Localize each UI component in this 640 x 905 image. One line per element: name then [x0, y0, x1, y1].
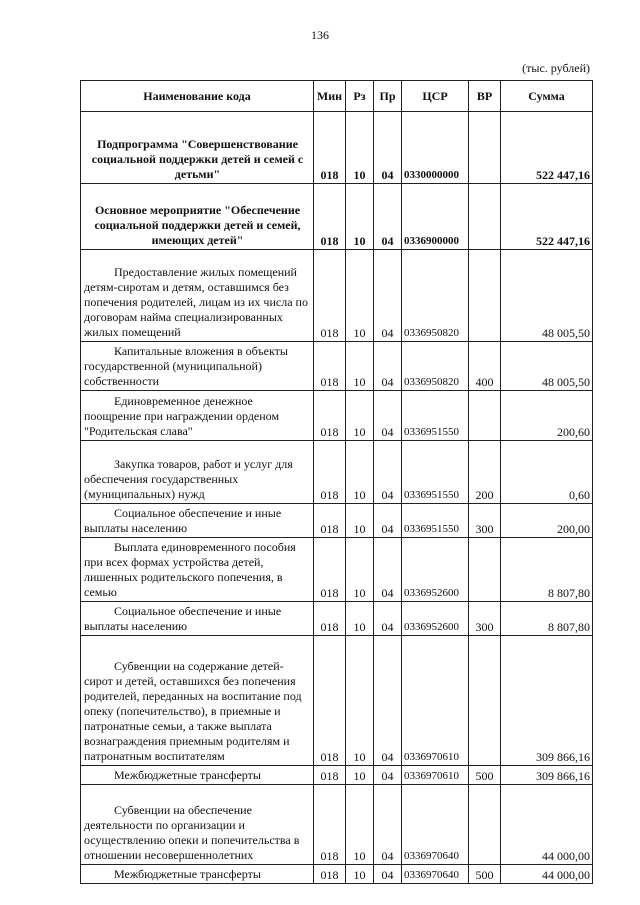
- row-sum: 522 447,16: [501, 112, 593, 184]
- header-name: Наименование кода: [81, 81, 314, 112]
- table-row: [81, 766, 593, 785]
- row-vr: [469, 184, 501, 250]
- row-name-text: Субвенции на обеспечение деятельности по организации и осуществлению опеки и попечительства в отношении несовершеннолетних: [84, 803, 300, 862]
- row-rz: 10: [346, 184, 374, 250]
- row-vr: [469, 112, 501, 184]
- row-name-text: Межбюджетные трансферты: [114, 768, 261, 782]
- row-sum: 309 866,16: [501, 766, 593, 785]
- table-row: [81, 441, 593, 504]
- row-name: [81, 636, 314, 766]
- row-rz: 10: [346, 602, 374, 636]
- row-sum: 309 866,16: [501, 636, 593, 766]
- table-row: [81, 602, 593, 636]
- row-csr: 0336950820: [402, 342, 469, 391]
- row-rz: 10: [346, 785, 374, 865]
- table-row: [81, 785, 593, 865]
- row-sum: 8 807,80: [501, 538, 593, 602]
- row-csr: 0336900000: [402, 184, 469, 250]
- row-pr: 04: [374, 538, 402, 602]
- table-row: [81, 636, 593, 766]
- row-sum: 44 000,00: [501, 785, 593, 865]
- row-min: 018: [314, 785, 346, 865]
- row-vr: [469, 636, 501, 766]
- row-name: [81, 342, 314, 391]
- row-rz: 10: [346, 441, 374, 504]
- units-label: (тыс. рублей): [522, 61, 590, 75]
- row-rz: 10: [346, 538, 374, 602]
- row-name-text: Выплата единовременного пособия при всех формах устройства детей, лишенных родительского попечения, в семью: [84, 540, 296, 599]
- row-sum: 44 000,00: [501, 865, 593, 884]
- row-min: 018: [314, 342, 346, 391]
- row-pr: 04: [374, 441, 402, 504]
- row-vr: 400: [469, 342, 501, 391]
- row-csr: 0330000000: [402, 112, 469, 184]
- row-name: [81, 250, 314, 342]
- row-pr: 04: [374, 184, 402, 250]
- row-csr: 0336950820: [402, 250, 469, 342]
- table-row: [81, 250, 593, 342]
- row-vr: [469, 391, 501, 441]
- table-row: [81, 184, 593, 250]
- row-name-text: Межбюджетные трансферты: [114, 867, 261, 881]
- page-number: 136: [311, 28, 329, 42]
- row-min: 018: [314, 504, 346, 538]
- row-name-text: Единовременное денежное поощрение при награждении орденом "Родительская слава": [84, 394, 280, 438]
- row-name-text: Закупка товаров, работ и услуг для обеспечения государственных (муниципальных) нужд: [84, 457, 293, 501]
- row-name: [81, 538, 314, 602]
- row-pr: 04: [374, 391, 402, 441]
- row-min: 018: [314, 636, 346, 766]
- table-row: [81, 504, 593, 538]
- row-sum: 48 005,50: [501, 250, 593, 342]
- row-csr: 0336970640: [402, 865, 469, 884]
- row-pr: 04: [374, 865, 402, 884]
- row-pr: 04: [374, 766, 402, 785]
- row-sum: 522 447,16: [501, 184, 593, 250]
- row-pr: 04: [374, 504, 402, 538]
- row-rz: 10: [346, 636, 374, 766]
- table-row: [81, 342, 593, 391]
- row-rz: 10: [346, 504, 374, 538]
- row-min: 018: [314, 441, 346, 504]
- header-vr: ВР: [469, 81, 501, 112]
- header-csr: ЦСР: [402, 81, 469, 112]
- table-row: [81, 865, 593, 884]
- row-csr: 0336970640: [402, 785, 469, 865]
- row-name: [81, 441, 314, 504]
- row-vr: 200: [469, 441, 501, 504]
- row-min: 018: [314, 766, 346, 785]
- header-rz: Рз: [346, 81, 374, 112]
- row-pr: 04: [374, 250, 402, 342]
- row-rz: 10: [346, 391, 374, 441]
- row-name: [81, 391, 314, 441]
- row-name-text: Предоставление жилых помещений детям-сиротам и детям, оставшимся без попечения родителей, лицам из их числа по договорам найма специализированных жилых помещений: [84, 265, 308, 339]
- table-header-row: [81, 81, 593, 112]
- row-pr: 04: [374, 636, 402, 766]
- row-pr: 04: [374, 342, 402, 391]
- row-rz: 10: [346, 250, 374, 342]
- row-name: Подпрограмма "Совершенствование социальной поддержки детей и семей с детьми": [81, 112, 314, 184]
- row-name-text: Субвенции на содержание детей-сирот и детей, оставшихся без попечения родителей, переданных на воспитание под опеку (попечительство), в приемные и патронатные семьи, а также выплата вознаграждения приемным родителям и патронатным воспитателям: [84, 659, 302, 763]
- row-vr: [469, 538, 501, 602]
- row-name: [81, 504, 314, 538]
- row-name-text: Капитальные вложения в объекты государственной (муниципальной) собственности: [84, 344, 288, 388]
- row-vr: 300: [469, 504, 501, 538]
- row-csr: 0336951550: [402, 391, 469, 441]
- row-rz: 10: [346, 112, 374, 184]
- row-csr: 0336952600: [402, 538, 469, 602]
- row-pr: 04: [374, 785, 402, 865]
- row-min: 018: [314, 184, 346, 250]
- budget-table: [80, 80, 593, 884]
- row-name-text: Социальное обеспечение и иные выплаты населению: [84, 506, 282, 535]
- row-sum: 200,60: [501, 391, 593, 441]
- row-pr: 04: [374, 112, 402, 184]
- row-sum: 0,60: [501, 441, 593, 504]
- row-min: 018: [314, 112, 346, 184]
- row-csr: 0336952600: [402, 602, 469, 636]
- row-vr: [469, 250, 501, 342]
- row-vr: [469, 785, 501, 865]
- row-name: Основное мероприятие "Обеспечение социальной поддержки детей и семей, имеющих детей": [81, 184, 314, 250]
- row-rz: 10: [346, 342, 374, 391]
- row-name: [81, 766, 314, 785]
- header-pr: Пр: [374, 81, 402, 112]
- row-pr: 04: [374, 602, 402, 636]
- table-row: [81, 538, 593, 602]
- header-sum: Сумма: [501, 81, 593, 112]
- row-csr: 0336970610: [402, 636, 469, 766]
- row-sum: 8 807,80: [501, 602, 593, 636]
- row-rz: 10: [346, 865, 374, 884]
- row-name: [81, 602, 314, 636]
- row-csr: 0336951550: [402, 504, 469, 538]
- table-row: [81, 391, 593, 441]
- row-min: 018: [314, 865, 346, 884]
- row-min: 018: [314, 538, 346, 602]
- row-sum: 48 005,50: [501, 342, 593, 391]
- row-csr: 0336951550: [402, 441, 469, 504]
- row-name: [81, 865, 314, 884]
- table-row: [81, 112, 593, 184]
- row-csr: 0336970610: [402, 766, 469, 785]
- row-min: 018: [314, 250, 346, 342]
- row-sum: 200,00: [501, 504, 593, 538]
- row-min: 018: [314, 602, 346, 636]
- row-vr: 500: [469, 865, 501, 884]
- row-rz: 10: [346, 766, 374, 785]
- row-vr: 500: [469, 766, 501, 785]
- row-vr: 300: [469, 602, 501, 636]
- header-min: Мин: [314, 81, 346, 112]
- row-name-text: Социальное обеспечение и иные выплаты населению: [84, 604, 282, 633]
- row-name: [81, 785, 314, 865]
- row-min: 018: [314, 391, 346, 441]
